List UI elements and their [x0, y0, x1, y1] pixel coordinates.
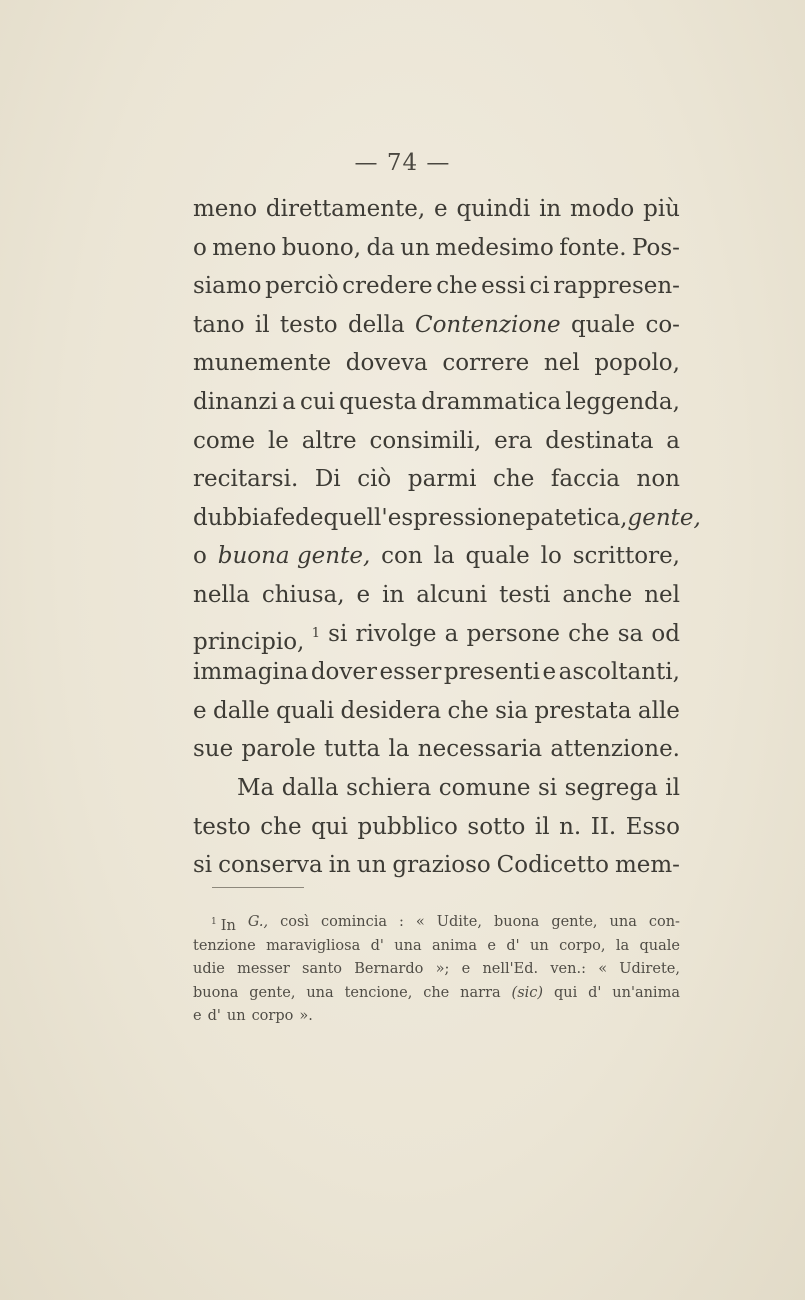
word: co-: [645, 311, 680, 338]
word: schiera: [346, 774, 432, 801]
word: il: [665, 774, 680, 801]
word: come: [193, 427, 256, 454]
text-line: [193, 769, 680, 808]
text-line: [193, 229, 680, 268]
word: dalla: [281, 774, 339, 801]
word: testi: [499, 581, 551, 608]
word: si: [193, 852, 213, 879]
word: drammatica: [421, 388, 562, 415]
word: che: [436, 273, 478, 300]
word: tano: [193, 311, 245, 338]
word: meno: [212, 234, 277, 261]
word: doveva: [345, 350, 428, 377]
word: parmi: [407, 466, 477, 493]
word: gente,: [249, 984, 296, 1001]
word: Esso: [625, 813, 680, 840]
footnote-line: [193, 958, 680, 982]
word: comincia: [321, 914, 388, 930]
word: un: [356, 852, 387, 879]
word: esser: [379, 659, 442, 686]
word: sue: [193, 736, 234, 763]
text-line: [193, 344, 680, 383]
word: la: [388, 736, 410, 763]
word: :: [399, 914, 404, 930]
word: e: [487, 937, 496, 954]
footnote-line: [193, 911, 680, 935]
word: santo: [302, 961, 343, 977]
word: sotto: [467, 813, 526, 840]
word: d': [506, 937, 520, 954]
word: buona: [193, 984, 239, 1001]
text-line: [193, 576, 680, 615]
word: prestata: [534, 697, 632, 724]
text-line: [193, 499, 701, 538]
word: tencione,: [344, 984, 413, 1001]
word: II.: [590, 813, 617, 840]
word: si: [537, 774, 558, 801]
word: ven.:: [550, 961, 586, 977]
word: essi: [481, 273, 526, 300]
word: quale: [639, 937, 680, 954]
word: la: [433, 543, 455, 570]
word: ».: [299, 1008, 313, 1024]
word: o: [193, 543, 207, 570]
word: od: [651, 620, 680, 647]
italic-word: gente,: [627, 504, 701, 531]
word: una: [306, 984, 334, 1001]
word: o: [193, 234, 207, 261]
word: un: [226, 1008, 246, 1024]
word: dover: [310, 659, 377, 686]
word: anche: [562, 581, 633, 608]
text-line: [193, 383, 680, 422]
text-line: [193, 190, 680, 229]
word: leggenda,: [565, 388, 680, 415]
word: Udirete,: [619, 961, 680, 977]
word: d': [370, 937, 384, 954]
word: corpo,: [559, 937, 606, 954]
word: destinata: [545, 427, 654, 454]
word: desidera: [340, 697, 442, 724]
word: ci: [529, 273, 550, 300]
word: nell'Ed.: [482, 961, 539, 977]
word: della: [347, 311, 405, 338]
word: parole: [241, 736, 316, 763]
word: e: [193, 1008, 202, 1024]
word: Pos-: [631, 234, 680, 261]
text-line: [193, 846, 680, 885]
word: segrega: [564, 774, 658, 801]
word: alle: [637, 697, 680, 724]
word: da: [366, 234, 395, 261]
italic-word: G.,: [247, 914, 269, 930]
word: grazioso: [392, 852, 491, 879]
text-line: [193, 537, 680, 576]
word: siamo: [193, 273, 262, 300]
word: un: [530, 937, 549, 954]
word: fonte.: [559, 234, 627, 261]
word: quell'espressione: [323, 504, 526, 531]
word: faccia: [550, 466, 620, 493]
word: chiusa,: [261, 581, 345, 608]
word: questa: [339, 388, 418, 415]
word: correre: [442, 350, 530, 377]
word-text: In: [220, 918, 236, 934]
word: nel: [543, 350, 580, 377]
word: udie: [193, 961, 225, 977]
footnote-line: [193, 1005, 680, 1029]
word: popolo,: [594, 350, 680, 377]
page-number: — 74 —: [354, 150, 451, 176]
word: più: [643, 196, 680, 222]
word: qui: [553, 984, 578, 1001]
word: [193, 615, 320, 654]
word: persone: [466, 620, 560, 647]
text-line: [193, 653, 680, 692]
word: lo: [540, 543, 562, 570]
word: «: [598, 961, 608, 977]
text-line: [193, 808, 680, 847]
word: maravigliosa: [266, 937, 361, 954]
word: patetica,: [525, 504, 628, 531]
word: dalle: [213, 697, 270, 724]
text-line: [193, 615, 680, 654]
text-line: [193, 692, 680, 731]
word: che: [493, 466, 535, 493]
word: corpo: [251, 1008, 294, 1024]
word: che: [423, 984, 450, 1001]
word: d': [588, 984, 602, 1001]
word: [211, 911, 236, 935]
word: Bernardo: [354, 961, 424, 977]
word: altre: [301, 427, 357, 454]
footnote-marker[interactable]: 1: [311, 625, 320, 641]
word: rivolge: [355, 620, 437, 647]
word: a: [666, 427, 680, 454]
word: ascoltanti,: [558, 659, 680, 686]
word: comune: [438, 774, 531, 801]
word: Ma: [237, 774, 275, 801]
word: sia: [495, 697, 529, 724]
text-line: [193, 267, 680, 306]
word: che: [260, 813, 302, 840]
word: pubblico: [357, 813, 458, 840]
italic-word: (sic): [511, 984, 544, 1001]
word: narra: [460, 984, 501, 1001]
word: conserva: [218, 852, 323, 879]
word: gente,: [551, 914, 598, 930]
word: una: [394, 937, 422, 954]
word: alcuni: [416, 581, 488, 608]
word: dinanzi: [193, 388, 278, 415]
word: tenzione: [193, 937, 256, 954]
word: un'anima: [612, 984, 680, 1001]
word: quale: [465, 543, 530, 570]
word: che: [447, 697, 489, 724]
word: buona: [493, 914, 540, 930]
word: messer: [237, 961, 290, 977]
word: Udite,: [436, 914, 482, 930]
word: dubbia: [193, 504, 274, 531]
word: tutta: [323, 736, 381, 763]
word: credere: [342, 273, 433, 300]
word: presenti: [443, 659, 540, 686]
word: anima: [431, 937, 477, 954]
word: un: [400, 234, 430, 261]
word: Codicetto: [496, 852, 610, 879]
word: con-: [648, 914, 680, 930]
word: testo: [279, 311, 338, 338]
footnote-number: 1: [211, 917, 217, 927]
word: buono,: [281, 234, 362, 261]
word: attenzione.: [550, 736, 680, 763]
word: in: [382, 581, 405, 608]
word: la: [615, 937, 630, 954]
word: quali: [276, 697, 335, 724]
word: consimili,: [369, 427, 482, 454]
footnote-line: [193, 982, 680, 1006]
text-line: [193, 422, 680, 461]
word: e: [542, 659, 557, 686]
text-line: [193, 460, 680, 499]
word: era: [494, 427, 533, 454]
word: qui: [311, 813, 348, 840]
word: che: [568, 620, 610, 647]
word: modo: [570, 196, 635, 222]
word: rappresen-: [553, 273, 680, 300]
word: sa: [617, 620, 644, 647]
word: nel: [644, 581, 680, 608]
word: medesimo: [435, 234, 554, 261]
word: scrittore,: [572, 543, 680, 570]
word: e: [356, 581, 371, 608]
word: quindi: [456, 196, 531, 222]
word: in: [328, 852, 351, 879]
footnote: [193, 911, 680, 1029]
word-text: principio,: [193, 628, 305, 655]
word: »;: [435, 961, 450, 977]
word: non: [636, 466, 680, 493]
word: quale: [570, 311, 636, 338]
word: testo: [193, 813, 251, 840]
word: d': [207, 1008, 221, 1024]
word: e: [193, 697, 207, 724]
text-line: [193, 306, 680, 345]
footnote-separator: [212, 887, 304, 888]
word: ciò: [357, 466, 392, 493]
text-line: [193, 730, 680, 769]
word: munemente: [193, 350, 332, 377]
word: nella: [193, 581, 250, 608]
body-text: [193, 190, 701, 885]
italic-phrase: buona gente,: [217, 543, 371, 570]
word: così: [280, 914, 310, 930]
word: e: [461, 961, 471, 977]
word: immagina: [193, 659, 309, 686]
footnote-line: [193, 935, 680, 959]
word: il: [534, 813, 550, 840]
word: direttamente,: [265, 196, 426, 222]
word: a: [282, 388, 296, 415]
word: e: [434, 196, 448, 222]
word: con: [381, 543, 423, 570]
word: le: [267, 427, 289, 454]
word: a: [444, 620, 459, 647]
word: meno: [193, 196, 258, 222]
word: in: [539, 196, 562, 222]
word: recitarsi.: [193, 466, 299, 493]
word: si: [328, 620, 348, 647]
italic-word: Contenzione: [414, 311, 561, 338]
word: n.: [559, 813, 582, 840]
word: il: [254, 311, 270, 338]
word: «: [415, 914, 425, 930]
word: cui: [299, 388, 335, 415]
word: perciò: [265, 273, 339, 300]
word: Di: [314, 466, 341, 493]
word: una: [609, 914, 637, 930]
word: necessaria: [417, 736, 543, 763]
word: fede: [273, 504, 324, 531]
word: mem-: [614, 852, 680, 879]
